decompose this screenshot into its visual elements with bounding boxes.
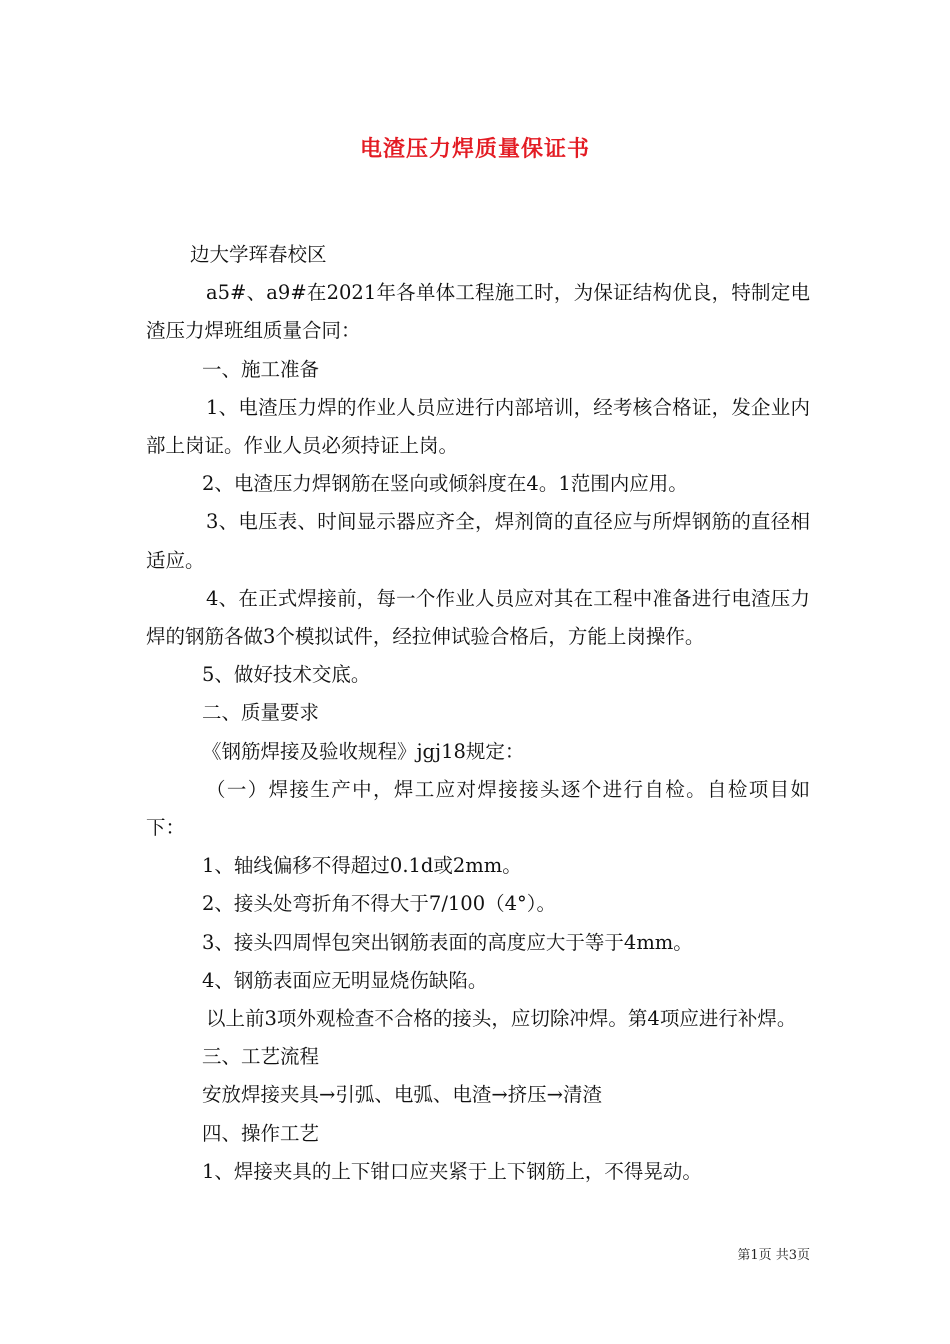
paragraph-note: 以上前3项外观检查不合格的接头，应切除冲焊。第4项应进行补焊。 (206, 1007, 797, 1031)
paragraph-item: 1、电渣压力焊的作业人员应进行内部培训，经考核合格证，发企业内部上岗证。作业人员必须持证上岗。 (146, 395, 810, 458)
paragraph-item: 4、在正式焊接前，每一个作业人员应对其在工程中准备进行电渣压力焊的钢筋各做3个模拟试件，经拉伸试验合格后，方能上岗操作。 (146, 586, 810, 649)
paragraph-item: 3、电压表、时间显示器应齐全，焊剂筒的直径应与所焊钢筋的直径相适应。 (146, 510, 810, 572)
section-heading-quality: 二、质量要求 (202, 701, 320, 725)
paragraph-item: 2、接头处弯折角不得大于7/100（4°）。 (202, 892, 557, 916)
paragraph-item: 1、焊接夹具的上下钳口应夹紧于上下钢筋上，不得晃动。 (202, 1159, 702, 1183)
document-body (146, 236, 810, 1191)
paragraph-self-check: （一）焊接生产中，焊工应对焊接接头逐个进行自检。自检项目如下： (146, 777, 810, 840)
document-title: 电渣压力焊质量保证书 (359, 136, 590, 162)
paragraph-process-flow: 安放焊接夹具→引弧、电弧、电渣→挤压→清渣 (202, 1083, 603, 1107)
paragraph-item: 1、轴线偏移不得超过0.1d或2mm。 (202, 854, 522, 878)
section-heading-process: 三、工艺流程 (202, 1045, 320, 1069)
paragraph-item: 3、接头四周悍包突出钢筋表面的高度应大于等于4mm。 (202, 930, 693, 954)
paragraph-item: 4、钢筋表面应无明显烧伤缺陷。 (202, 968, 488, 992)
paragraph-recipient: 边大学珲春校区 (190, 243, 327, 266)
paragraph-item: 2、电渣压力焊钢筋在竖向或倾斜度在4。1范围内应用。 (202, 472, 688, 496)
section-heading-preparation: 一、施工准备 (202, 357, 320, 381)
paragraph-intro: a5#、a9#在2021年各单体工程施工时，为保证结构优良，特制定电渣压力焊班组质量合同： (146, 281, 810, 343)
page-number: 第1页 共3页 (737, 1248, 810, 1263)
section-heading-operation: 四、操作工艺 (202, 1121, 320, 1145)
paragraph-item: 5、做好技术交底。 (202, 663, 371, 687)
paragraph-regulation: 《钢筋焊接及验收规程》jgj18规定： (202, 739, 525, 763)
